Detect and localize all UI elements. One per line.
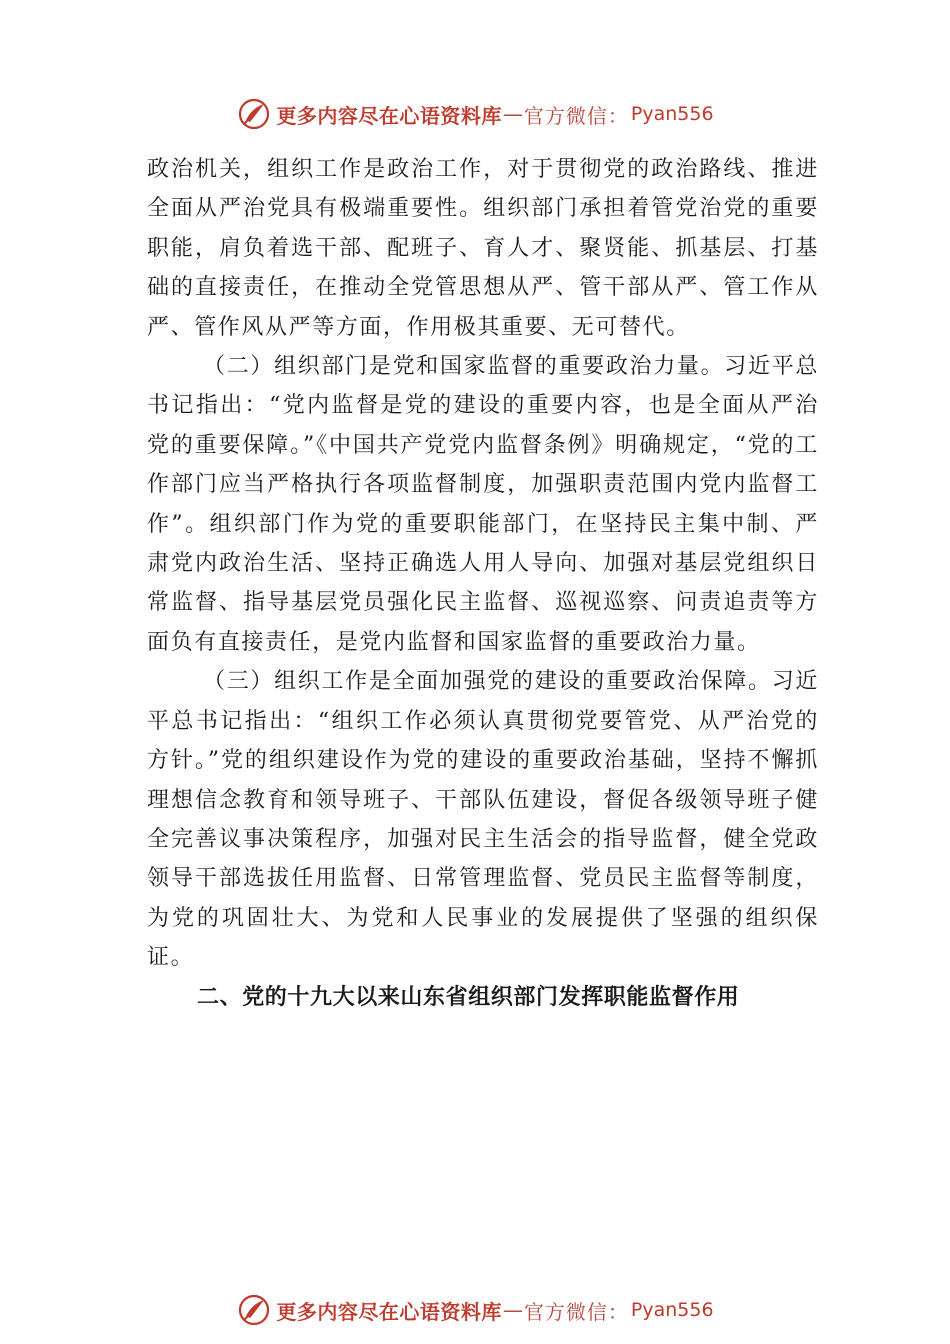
watermark-wechat-id: Pyan556 bbox=[630, 1299, 714, 1321]
watermark-brand: 更多内容尽在心语资料库 bbox=[276, 103, 502, 128]
document-body bbox=[147, 150, 819, 1017]
section-heading: 二、党的十九大以来山东省组织部门发挥职能监督作用 bbox=[197, 984, 740, 1010]
quill-seal-icon bbox=[236, 1292, 272, 1328]
paragraph-3: （三）组织工作是全面加强党的建设的重要政治保障。习近平总书记指出：“组织工作必须认真贯彻党要管党、从严治党的方针。”党的组织建设作为党的建设的重要政治基础，坚持不懈抓理想信念教育和领导班子、干部队伍建设，督促各级领导班子健全完善议事决策程序，加强对民主生活会的指导监督，健全党政领导干部选拔任用监督、日常管理监督、党员民主监督等制度，为党的巩固壮大、为党和人民事业的发展提供了坚强的组织保证。 bbox=[147, 669, 819, 971]
watermark-wechat-label: 官方微信： bbox=[523, 103, 629, 128]
paragraph-2: （二）组织部门是党和国家监督的重要政治力量。习近平总书记指出：“党内监督是党的建设的重要内容，也是全面从严治党的重要保障。”《中国共产党党内监督条例》明确规定，“党的工作部门应当严格执行各项监督制度，加强职责范围内党内监督工作”。组织部门作为党的重要职能部门，在坚持民主集中制、严肃党内政治生活、坚持正确选人用人导向、加强对基层党组织日常监督、指导基层党员强化民主监督、巡视巡察、问责追责等方面负有直接责任，是党内监督和国家监督的重要政治力量。 bbox=[147, 354, 819, 655]
watermark-brand: 更多内容尽在心语资料库 bbox=[276, 1299, 502, 1324]
watermark-wechat-id: Pyan556 bbox=[630, 103, 714, 125]
watermark-separator: — bbox=[502, 1298, 523, 1322]
paragraph-1: 政治机关，组织工作是政治工作，对于贯彻党的政治路线、推进全面从严治党具有极端重要性。组织部门承担着管党治党的重要职能，肩负着选干部、配班子、育人才、聚贤能、抓基层、打基础的直接责任，在推动全党管思想从严、管干部从严、管工作从严、管作风从严等方面，作用极其重要、无可替代。 bbox=[147, 157, 819, 340]
quill-seal-icon bbox=[236, 96, 272, 132]
footer-watermark bbox=[0, 1290, 950, 1330]
watermark-wechat-label: 官方微信： bbox=[523, 1299, 629, 1324]
header-watermark bbox=[0, 94, 950, 134]
watermark-separator: — bbox=[502, 102, 523, 126]
